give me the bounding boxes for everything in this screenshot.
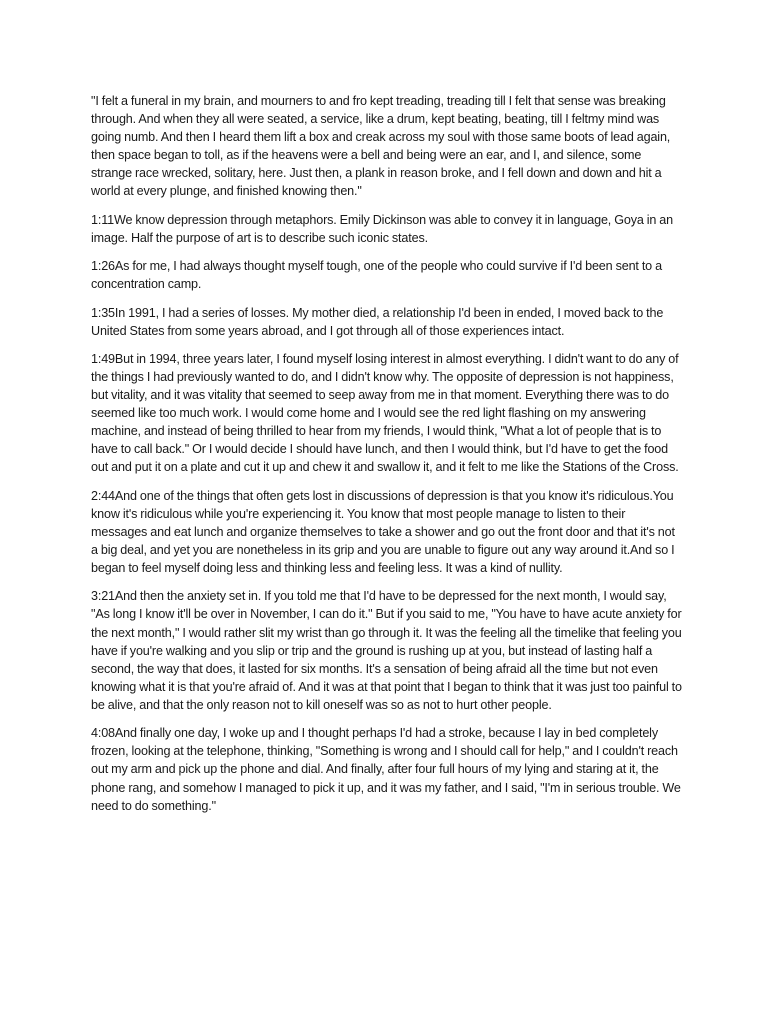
transcript-paragraph: 3:21And then the anxiety set in. If you told me that I'd have to be depressed for the next month, I would say, "As long I know it'll be over in November, I can do it." But if you said to me, "You have to have acute anxiety for the next month," I would rather slit my wrist than go through it. It was the feeling all the timelike that feeling you have if you're walking and you slip or trip and the ground is rushing up at you, but instead of lasting half a second, the way that does, it lasted for six months. It's a sensation of being afraid all the time but not even knowing what it is that you're afraid of. And it was at that point that I began to think that it was just too painful to be alive, and that the only reason not to kill oneself was so as not to hurt other people.	[91, 589, 682, 712]
transcript-paragraph: 4:08And finally one day, I woke up and I thought perhaps I'd had a stroke, because I lay in bed completely frozen, looking at the telephone, thinking, "Something is wrong and I should call for help," and I couldn't reach out my arm and pick up the phone and dial. And finally, after four full hours of my lying and staring at it, the phone rang, and somehow I managed to pick it up, and it was my father, and I said, "I'm in serious trouble. We need to do something."	[91, 726, 681, 813]
poem-quote-paragraph: "I felt a funeral in my brain, and mourners to and fro kept treading, treading till I felt that sense was breaking through. And when they all were seated, a service, like a drum, kept beating, beating, till I feltmy mind was going numb. And then I heard them lift a box and creak across my soul with those same boots of lead again, then space began to toll, as if the heavens were a bell and being were an ear, and I, and silence, some strange race wrecked, solitary, here. Just then, a plank in reason broke, and I fell down and down and hit a world at every plunge, and finished knowing then."	[91, 94, 671, 199]
transcript-paragraph: 1:35In 1991, I had a series of losses. My mother died, a relationship I'd been in ended, I moved back to the United States from some years abroad, and I got through all of those experiences intact.	[91, 305, 664, 338]
transcript-paragraph: 1:49But in 1994, three years later, I found myself losing interest in almost everything. I didn't want to do any of the things I had previously wanted to do, and I didn't know why. The opposite of depression is not happiness, but vitality, and it was vitality that seemed to seep away from me in that moment. Everything there was to do seemed like too much work. I would come home and I would see the red light flashing on my answering machine, and instead of being thrilled to hear from my friends, I would think, "What a lot of people that is to have to call back." Or I would decide I should have lunch, and then I would think, but I'd have to get the food out and put it on a plate and cut it up and chew it and swallow it, and it felt to me like the Stations of the Cross.	[91, 351, 679, 475]
transcript-paragraph: 2:44And one of the things that often gets lost in discussions of depression is that you know it's ridiculous.You know it's ridiculous while you're experiencing it. You know that most people manage to listen to their messages and eat lunch and organize themselves to take a shower and go out the front door and that it's not a big deal, and yet you are nonetheless in its grip and you are unable to figure out any way around it.And so I began to feel myself doing less and thinking less and feeling less. It was a kind of nullity.	[91, 488, 675, 576]
transcript-body	[91, 92, 683, 825]
transcript-paragraph: 1:11We know depression through metaphors. Emily Dickinson was able to convey it in language, Goya in an image. Half the purpose of art is to describe such iconic states.	[91, 212, 674, 245]
transcript-paragraph: 1:26As for me, I had always thought myself tough, one of the people who could survive if I'd been sent to a concentration camp.	[91, 259, 662, 292]
